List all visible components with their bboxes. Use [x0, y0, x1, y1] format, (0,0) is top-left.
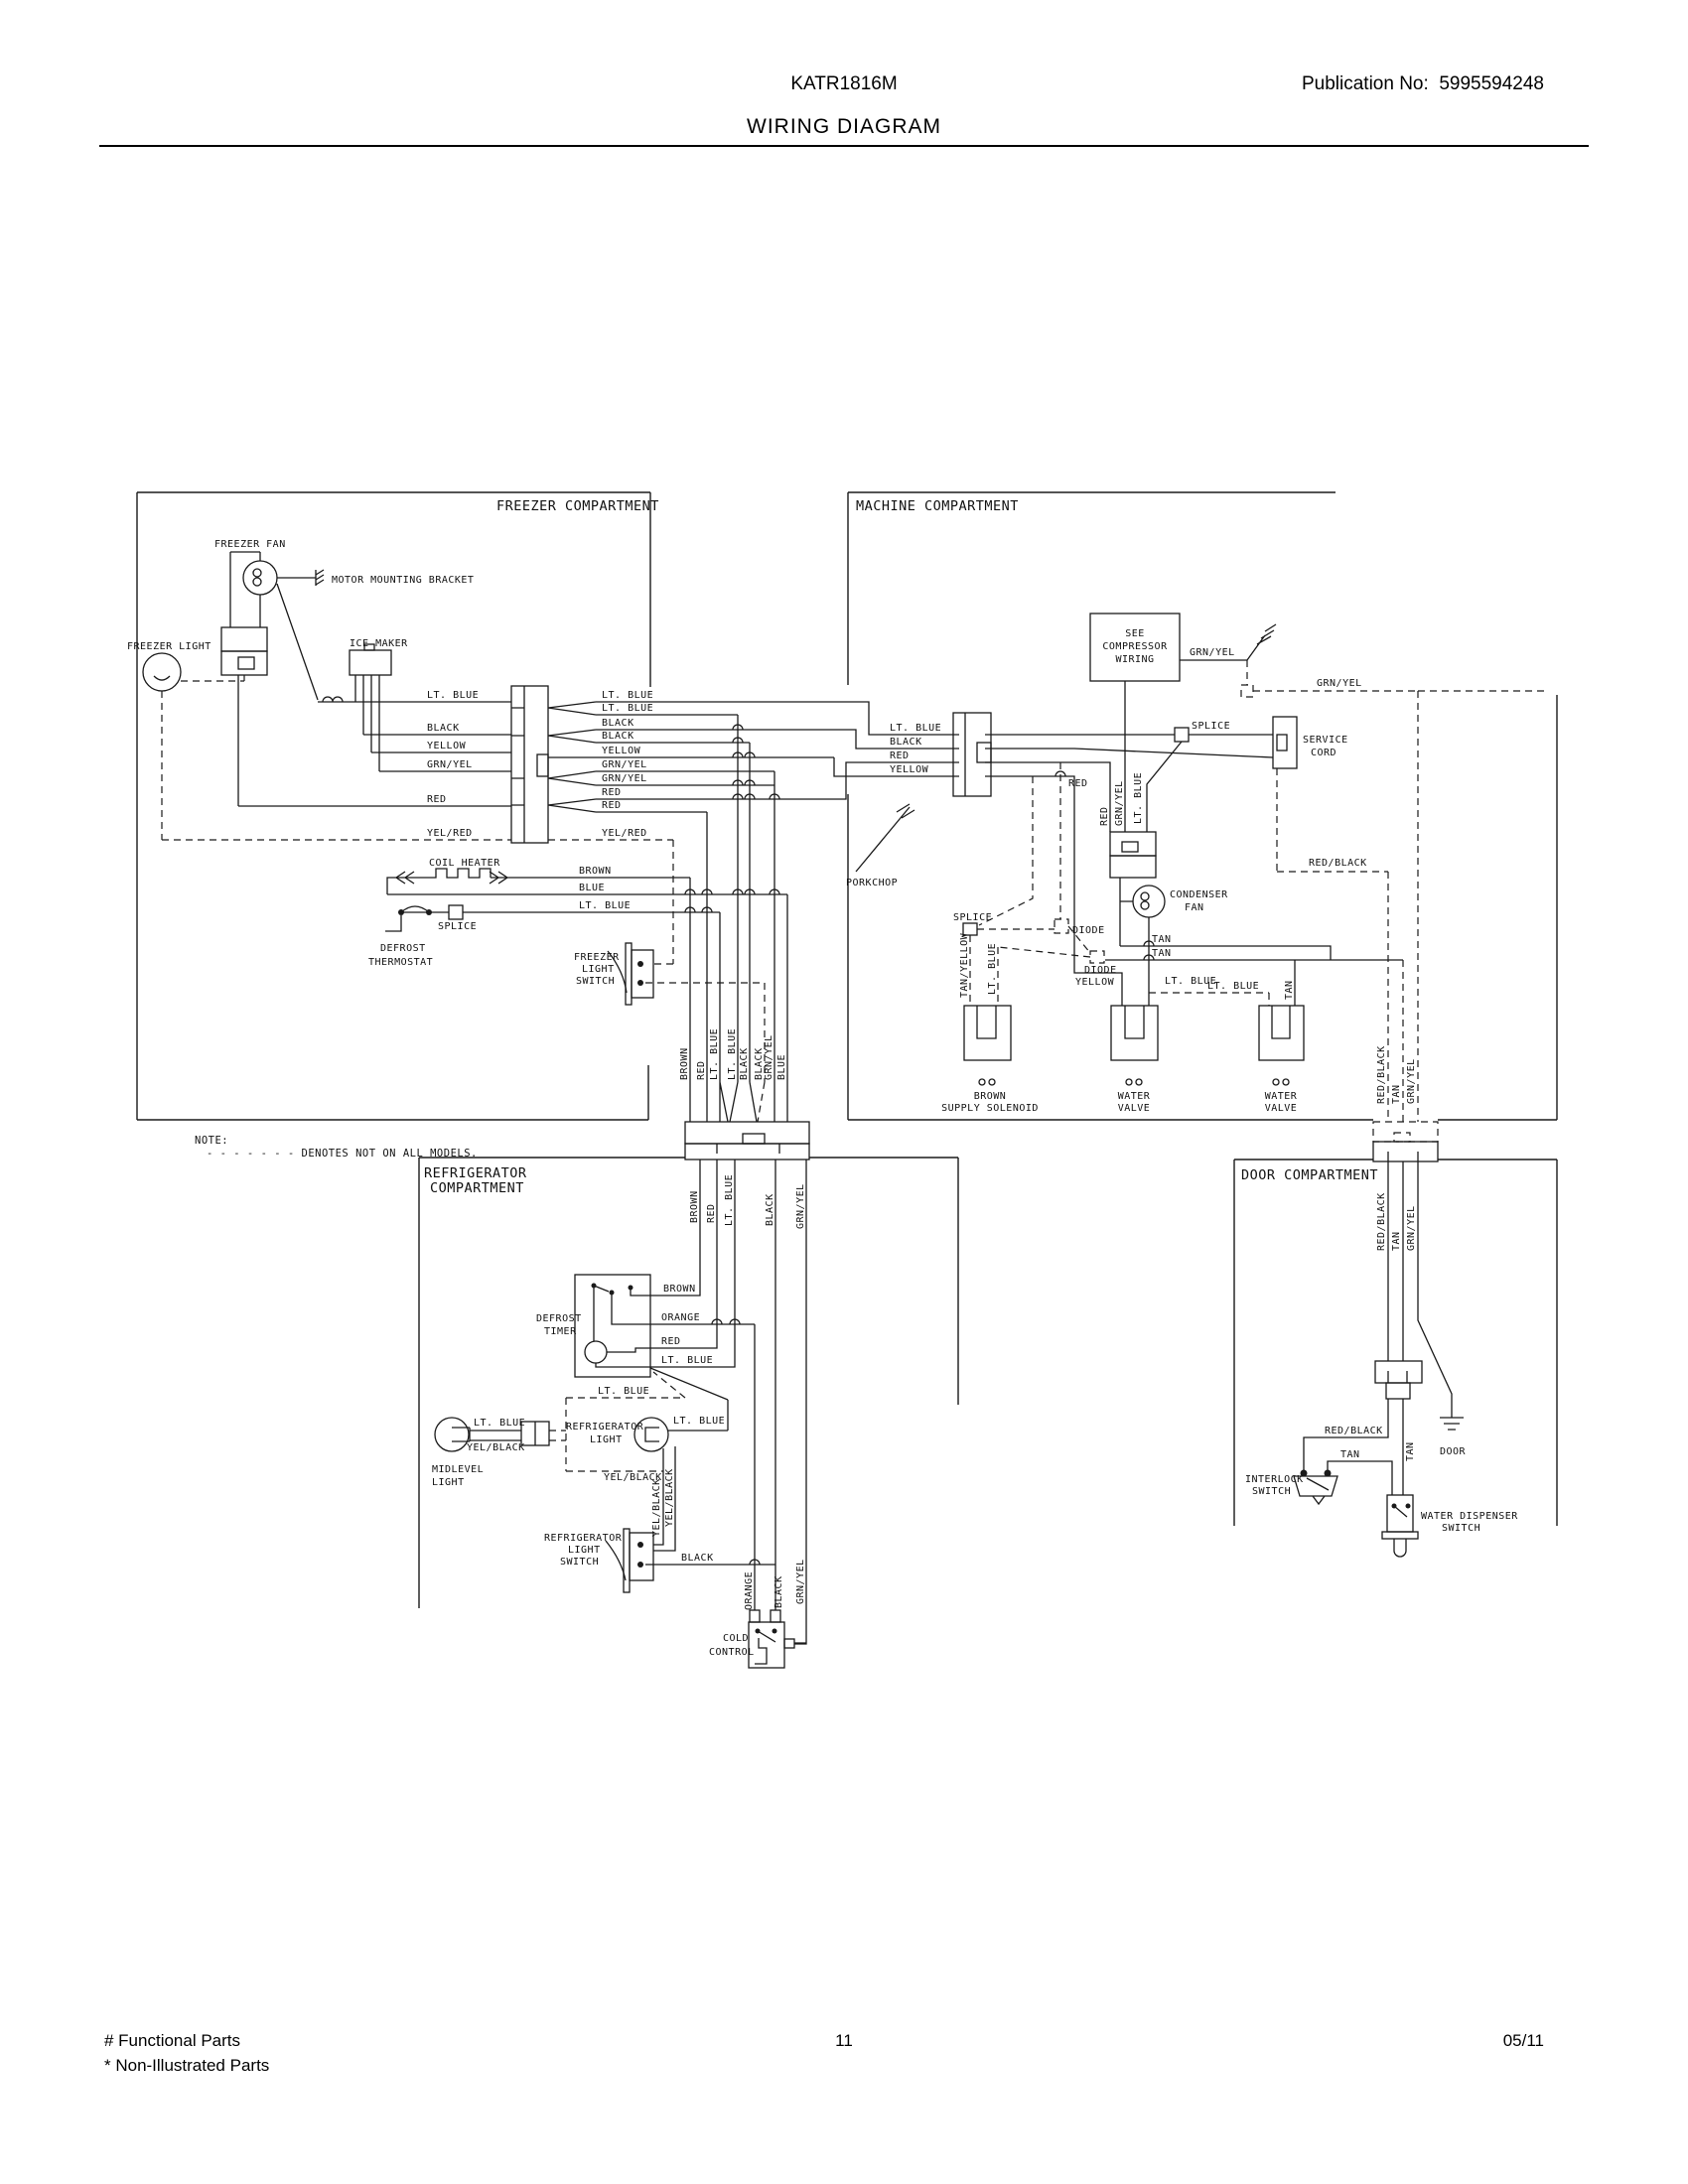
label-w-lt-blue-l: LT. BLUE: [427, 690, 480, 701]
label-v-grn-yel-3: GRN/YEL: [1114, 780, 1125, 826]
label-w-red-t: RED: [661, 1336, 681, 1347]
defrost-timer: [575, 1275, 650, 1377]
label-motor-mounting-bracket: MOTOR MOUNTING BRACKET: [332, 575, 475, 586]
label-freezer-compartment: FREEZER COMPARTMENT: [496, 498, 659, 514]
label-w-blue-h: BLUE: [579, 883, 606, 893]
label-w-lt-blue-t: LT. BLUE: [661, 1355, 714, 1366]
label-v-blue-1: BLUE: [776, 1053, 787, 1080]
label-defrost-timer-2: TIMER: [544, 1326, 577, 1337]
label-water-dispenser-2: SWITCH: [1442, 1523, 1481, 1534]
label-w-red-black-door: RED/BLACK: [1325, 1426, 1383, 1436]
label-v-red-1: RED: [696, 1060, 707, 1080]
label-w-black-m: BLACK: [890, 737, 922, 748]
label-defrost-thermostat-2: THERMOSTAT: [368, 957, 434, 968]
label-splice-2: SPLICE: [1192, 721, 1231, 732]
label-water-valve-2b: VALVE: [1264, 1103, 1298, 1114]
label-splice-3: SPLICE: [953, 912, 993, 923]
label-v-grn-yel-4: GRN/YEL: [1406, 1058, 1417, 1104]
water-valve-1: [1111, 1006, 1158, 1085]
label-w-brown-h: BROWN: [579, 866, 612, 877]
label-diode-1: DIODE: [1072, 925, 1105, 936]
timer-motor: [585, 1341, 607, 1363]
label-w-yel-red-r: YEL/RED: [602, 828, 647, 839]
dashed-wires: [162, 660, 1547, 1471]
label-ice-maker: ICE MAKER: [350, 638, 408, 649]
condenser-fan-motor: [1133, 886, 1165, 917]
label-v-tan-3: TAN: [1405, 1441, 1416, 1461]
label-w-grn-yel-r1: GRN/YEL: [602, 759, 647, 770]
water-dispenser-switch: [1382, 1495, 1418, 1557]
label-w-yel-black-mid: YEL/BLACK: [467, 1442, 525, 1453]
label-v-yel-black-2: YEL/BLACK: [664, 1468, 675, 1527]
label-freezer-light-switch-1: FREEZER: [574, 952, 620, 963]
cold-control: [749, 1610, 806, 1668]
freezer-fan-motor: [221, 552, 324, 806]
label-v-lt-blue-3: LT. BLUE: [724, 1173, 735, 1226]
label-refrigerator-light-1: REFRIGERATOR: [566, 1422, 644, 1433]
label-w-lt-blue-mid: LT. BLUE: [474, 1418, 526, 1429]
label-refrigerator-light-2: LIGHT: [590, 1434, 623, 1445]
label-porkchop: PORKCHOP: [846, 878, 899, 888]
label-v-black-cc: BLACK: [774, 1575, 784, 1608]
center-connector: [685, 1122, 809, 1160]
porkchop-pointer: [856, 804, 914, 872]
label-note-body: - - - - - - - DENOTES NOT ON ALL MODELS.: [207, 1148, 478, 1160]
label-see-compressor-3: WIRING: [1115, 654, 1155, 665]
labels-layer: [127, 498, 1518, 1658]
label-w-lt-blue-mid-d: LT. BLUE: [598, 1386, 650, 1397]
label-w-yel-red-l: YEL/RED: [427, 828, 473, 839]
label-w-tan-door: TAN: [1340, 1449, 1360, 1460]
splice-box-1: [449, 905, 463, 919]
label-coil-heater: COIL HEATER: [429, 858, 500, 869]
water-valve-2: [1259, 1006, 1304, 1085]
footer-page-number: 11: [835, 2031, 853, 2050]
label-cold-control-1: COLD: [723, 1633, 750, 1644]
label-w-red-l: RED: [427, 794, 447, 805]
label-v-brown-2: BROWN: [689, 1190, 700, 1223]
label-w-tan-1: TAN: [1152, 934, 1172, 945]
midlevel-light-bulb: [435, 1418, 469, 1451]
label-refrigerator-compartment-1: REFRIGERATOR: [424, 1165, 527, 1181]
label-refrigerator-compartment-2: COMPARTMENT: [430, 1180, 524, 1196]
label-water-valve-1b: VALVE: [1117, 1103, 1151, 1114]
label-ref-light-switch-2: LIGHT: [568, 1545, 601, 1556]
label-service-cord-1: SERVICE: [1303, 735, 1348, 746]
label-v-lt-blue-2: LT. BLUE: [727, 1027, 738, 1080]
page-title: WIRING DIAGRAM: [747, 115, 941, 138]
label-w-tan-2: TAN: [1152, 948, 1172, 959]
label-w-yellow-r: YELLOW: [602, 746, 641, 756]
label-w-yellow-m: YELLOW: [890, 764, 929, 775]
label-v-tan-2: TAN: [1391, 1231, 1402, 1251]
label-freezer-light-switch-2: LIGHT: [582, 964, 615, 975]
service-cord-connector: [1273, 717, 1297, 768]
label-interlock-switch-2: SWITCH: [1252, 1486, 1292, 1497]
label-w-lt-blue-m: LT. BLUE: [890, 723, 942, 734]
splice-box-2: [1175, 728, 1189, 742]
label-midlevel-light-1: MIDLEVEL: [432, 1464, 485, 1475]
label-w-grn-yel-l: GRN/YEL: [427, 759, 473, 770]
label-w-black-r1: BLACK: [602, 718, 634, 729]
label-w-black-l: BLACK: [427, 723, 460, 734]
freezer-wires: [238, 702, 511, 806]
label-water-dispenser-1: WATER DISPENSER: [1421, 1511, 1518, 1522]
label-w-grn-yel-r2: GRN/YEL: [602, 773, 647, 784]
label-ref-light-switch-1: REFRIGERATOR: [544, 1533, 623, 1544]
label-service-cord-2: CORD: [1311, 748, 1337, 758]
label-w-red-r2: RED: [602, 800, 622, 811]
label-w-black-sw: BLACK: [681, 1553, 714, 1564]
label-freezer-light-switch-3: SWITCH: [576, 976, 616, 987]
label-note-heading: NOTE:: [195, 1135, 229, 1147]
label-w-brown-t: BROWN: [663, 1284, 696, 1295]
door-connector: [1373, 1142, 1438, 1161]
label-w-red-black-svc: RED/BLACK: [1309, 858, 1367, 869]
label-interlock-switch-1: INTERLOCK: [1245, 1474, 1304, 1485]
label-door-compartment: DOOR COMPARTMENT: [1241, 1167, 1379, 1183]
door-connector-cap: [1373, 1122, 1438, 1142]
label-ref-light-switch-3: SWITCH: [560, 1557, 600, 1568]
compressor-area: [963, 614, 1403, 1006]
label-v-black-2: BLACK: [754, 1047, 765, 1080]
label-condenser-fan-2: FAN: [1185, 902, 1204, 913]
label-midlevel-light-2: LIGHT: [432, 1477, 465, 1488]
label-w-lt-blue-valve: LT. BLUE: [1165, 976, 1217, 987]
label-v-black-3: BLACK: [765, 1193, 775, 1226]
label-w-yellow-valve: YELLOW: [1075, 977, 1115, 988]
label-v-red-2: RED: [706, 1203, 717, 1223]
label-v-red-black-2: RED/BLACK: [1376, 1192, 1387, 1251]
freezer-light-bulb: [143, 653, 181, 691]
label-supply-solenoid-1: BROWN: [973, 1091, 1007, 1102]
label-w-red-m: RED: [890, 751, 910, 761]
diode-box-1: [1055, 919, 1068, 933]
publication-number: Publication No: 5995594248: [1301, 73, 1544, 94]
label-w-orange-t: ORANGE: [661, 1312, 701, 1323]
label-v-black-1: BLACK: [739, 1047, 750, 1080]
porkchop-connector: [856, 713, 991, 872]
label-w-lt-blue-r1: LT. BLUE: [602, 690, 654, 701]
diode-box-2: [1090, 951, 1104, 963]
label-w-red-r1: RED: [602, 787, 622, 798]
label-v-red-3: RED: [1099, 806, 1110, 826]
label-cold-control-2: CONTROL: [709, 1647, 755, 1658]
label-w-grn-yel-comp: GRN/YEL: [1190, 647, 1235, 658]
label-w-lt-blue-r2: LT. BLUE: [602, 703, 654, 714]
label-v-lt-blue-5: LT. BLUE: [987, 942, 998, 995]
footer-date: 05/11: [1502, 2031, 1544, 2050]
label-machine-compartment: MACHINE COMPARTMENT: [856, 498, 1019, 514]
label-v-tan-valve: TAN: [1284, 980, 1295, 1000]
label-defrost-timer-1: DEFROST: [536, 1313, 582, 1324]
label-v-red-black-1: RED/BLACK: [1376, 1045, 1387, 1104]
label-water-valve-2a: WATER: [1264, 1091, 1298, 1102]
label-v-orange: ORANGE: [744, 1570, 755, 1610]
machine-main-wires: [991, 735, 1273, 1006]
label-condenser-fan-1: CONDENSER: [1170, 889, 1228, 900]
label-v-lt-blue-1: LT. BLUE: [709, 1027, 720, 1080]
label-w-black-r2: BLACK: [602, 731, 634, 742]
label-door-ground: DOOR: [1440, 1446, 1467, 1457]
label-see-compressor-2: COMPRESSOR: [1102, 641, 1168, 652]
label-splice-1: SPLICE: [438, 921, 478, 932]
label-w-grn-yel-svc: GRN/YEL: [1317, 678, 1362, 689]
label-v-tan-yellow: TAN/YELLOW: [959, 932, 970, 998]
model-number: KATR1816M: [790, 73, 898, 94]
label-v-yel-black-1: YEL/BLACK: [651, 1478, 662, 1537]
label-v-grn-yel-2: GRN/YEL: [795, 1183, 806, 1229]
label-supply-solenoid-2: SUPPLY SOLENOID: [941, 1103, 1039, 1114]
label-defrost-thermostat-1: DEFROST: [380, 943, 426, 954]
label-v-brown-1: BROWN: [679, 1047, 690, 1080]
label-w-lt-blue-rlight: LT. BLUE: [673, 1416, 726, 1427]
label-v-grn-yel-5: GRN/YEL: [1406, 1205, 1417, 1251]
label-water-valve-1a: WATER: [1117, 1091, 1151, 1102]
supply-solenoid: [964, 1006, 1011, 1085]
label-w-yellow-l: YELLOW: [427, 741, 467, 751]
footer-functional-parts: # Functional Parts: [104, 2031, 241, 2050]
label-w-yel-black-d: YEL/BLACK: [604, 1472, 662, 1483]
label-v-grn-yel-cc: GRN/YEL: [795, 1559, 806, 1604]
label-freezer-fan: FREEZER FAN: [214, 539, 286, 550]
footer-non-illustrated-parts: * Non-Illustrated Parts: [104, 2056, 270, 2075]
label-w-lt-blue-valve-d: LT. BLUE: [1207, 981, 1260, 992]
label-diode-2: DIODE: [1084, 965, 1117, 976]
label-w-red-diode: RED: [1068, 778, 1088, 789]
splice-box-4: [1241, 685, 1253, 697]
label-v-lt-blue-4: LT. BLUE: [1133, 771, 1144, 824]
label-w-lt-blue-h: LT. BLUE: [579, 900, 632, 911]
label-see-compressor-1: SEE: [1125, 628, 1145, 639]
label-freezer-light: FREEZER LIGHT: [127, 641, 211, 652]
label-v-grn-yel-1: GRN/YEL: [764, 1034, 774, 1080]
label-v-tan-1: TAN: [1391, 1084, 1402, 1104]
dispenser-connector: [1375, 1361, 1422, 1383]
freezer-harness-connector: [511, 686, 548, 843]
